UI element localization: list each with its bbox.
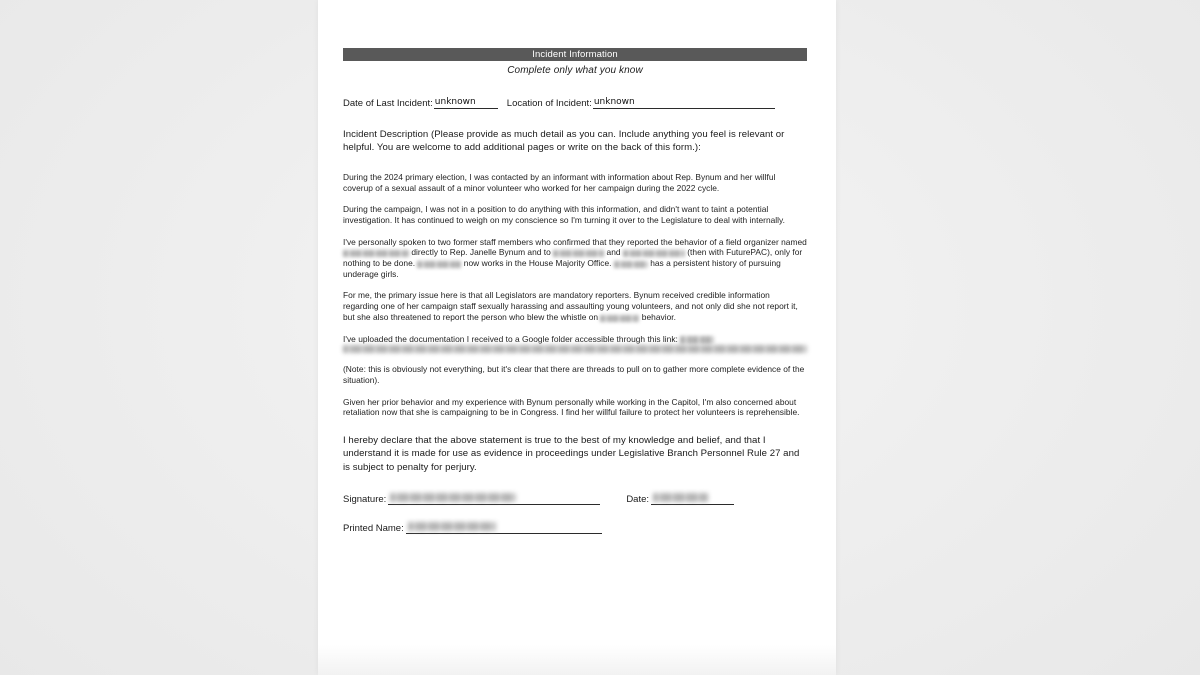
perjury-declaration: I hereby declare that the above statement is true to the best of my knowledge and belief, and that I understand it is made for use as evidence in proceedings under Legislative Branch Personnel Rule 27 and is subject to penalty for perjury. [343,435,800,473]
section-header-bar: Incident Information [343,48,807,61]
narrative-paragraph-7: Given her prior behavior and my experience with Bynum personally while working in the Capitol, I'm also concerned about retaliation now that she is campaigning to be in Congress. I find her willful failure to protect her volunteers is reprehensible. [343,396,800,418]
narrative-p5-part-a: I've uploaded the documentation I received to a Google folder accessible through this link: [343,333,681,344]
signature-input[interactable] [388,491,600,505]
redacted-name-recipient-2 [623,250,685,257]
narrative-p4-part-b: behavior. [639,311,676,322]
date-of-last-incident-label: Date of Last Incident: [343,98,433,109]
section-subheader: Complete only what you know [507,65,643,76]
narrative-p3-part-d: (then with FuturePAC), only for nothing to be done. [343,247,803,269]
signature-date-input[interactable] [651,491,734,505]
narrative-paragraph-4 [343,290,807,322]
printed-name-row [343,520,807,534]
redacted-name-whistle [600,315,639,322]
incident-fields-row [343,95,807,109]
document-content [343,48,807,549]
signature-date-label: Date: [626,494,650,506]
location-of-incident-label: Location of Incident: [506,98,592,109]
narrative-p3-part-f: has a persistent history of pursuing underage girls. [343,258,781,279]
narrative-paragraph-6: (Note: this is obviously not everything, but it's clear that there are threads to pull on to gather more complete evidence of the situation). [343,364,805,385]
narrative-p3-part-c: and [604,247,623,258]
narrative-p4-part-a: For me, the primary issue here is that all Legislators are mandatory reporters. Bynum received credible information regarding one of her campaign staff sexually harassing and assaulting young volunteers, and not only did she not report it, but she also threatened to report the person who blew the whistle on [343,290,798,322]
redacted-name-house-majority-staffer [417,261,461,268]
redacted-link-remainder [343,345,807,353]
signature-row [343,491,807,505]
narrative-paragraph-5 [343,334,807,354]
location-of-incident-input[interactable] [593,95,775,109]
signature-label: Signature: [343,494,387,506]
incident-description-body [343,172,807,418]
narrative-paragraph-1: During the 2024 primary election, I was contacted by an informant with information about Rep. Bynum and her willful coverup of a sexual assault of a minor volunteer who worked for her campaign during the 2022 cycle. [343,171,776,193]
printed-name-input[interactable] [406,520,602,534]
narrative-paragraph-2: During the campaign, I was not in a position to do anything with this information, and didn't want to taint a potential investigation. It has continued to weigh on my conscience so I'm turning it over to the Legislature to deal with internally. [343,204,785,225]
narrative-p3-part-e: now works in the House Majority Office. [461,258,614,269]
redacted-link-start [680,336,714,344]
date-of-last-incident-input[interactable] [434,95,498,109]
redacted-name-history [614,261,648,268]
redacted-name-field-organizer [343,250,409,257]
scanned-document-page [318,0,836,675]
redacted-printed-name [408,522,496,531]
narrative-paragraph-3 [343,237,807,280]
date-of-last-incident-value: unknown [434,97,476,107]
narrative-p3-part-a: I've personally spoken to two former staff members who confirmed that they reported the behavior of a field organizer named [343,236,807,247]
printed-name-label: Printed Name: [343,523,404,535]
signature-block [343,491,807,534]
narrative-p3-part-b: directly to Rep. Janelle Bynum and to [409,247,554,258]
redacted-signature-date [653,493,708,502]
redacted-name-recipient-1 [553,250,604,257]
redacted-signature [390,493,516,502]
location-of-incident-value: unknown [593,97,635,107]
incident-description-prompt: Incident Description (Please provide as much detail as you can. Include anything you feel is relevant or helpful. You are welcome to add additional pages or write on the back of this form.): [343,129,785,154]
